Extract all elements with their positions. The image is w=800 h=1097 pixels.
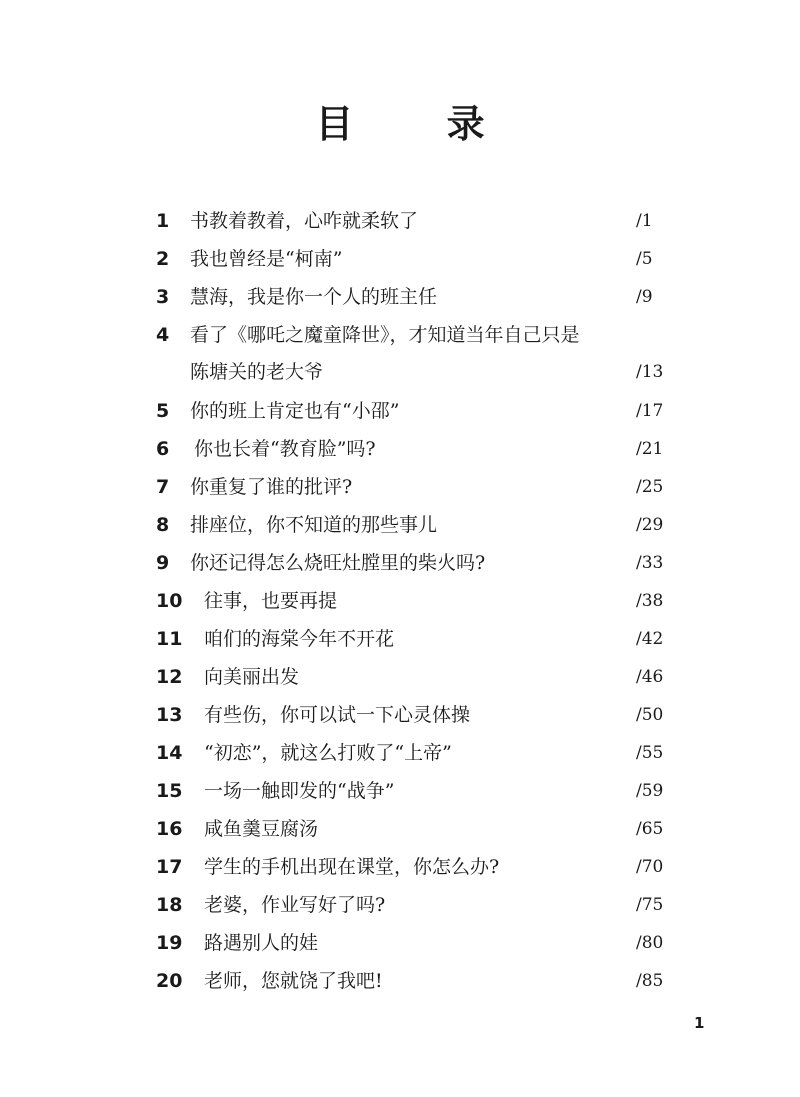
entry-title: 书教着教着，心咋就柔软了: [190, 210, 419, 232]
entry-number: 8: [156, 514, 170, 536]
entry-title: “初恋”，就这么打败了“上帝”: [204, 742, 452, 764]
toc-entry: [0, 205, 800, 237]
toc-entry: [0, 585, 800, 617]
entry-page: /42: [636, 629, 664, 649]
entry-number: 3: [156, 286, 170, 308]
entry-page: /55: [636, 743, 664, 763]
entry-number: 2: [156, 248, 170, 270]
entry-number: 17: [156, 856, 183, 878]
entry-page: /38: [636, 591, 664, 611]
entry-number: 14: [156, 742, 183, 764]
entry-number: 13: [156, 704, 183, 726]
entry-page: /46: [636, 667, 664, 687]
entry-title: 路遇别人的娃: [204, 932, 319, 954]
toc-entry: [0, 471, 800, 503]
entry-page: /65: [636, 819, 664, 839]
entry-page: /29: [636, 515, 664, 535]
toc-entry: [0, 509, 800, 541]
entry-title: 你还记得怎么烧旺灶膛里的柴火吗?: [190, 552, 486, 574]
entry-title: 一场一触即发的“战争”: [204, 780, 395, 802]
toc-entry: [0, 661, 800, 693]
entry-number: 15: [156, 780, 183, 802]
toc-entry: [0, 547, 800, 579]
entry-title: 老婆，作业写好了吗?: [204, 894, 386, 916]
page-number: 1: [694, 1014, 705, 1032]
entry-number: 5: [156, 400, 170, 422]
toc-entry: [0, 433, 800, 465]
entry-number: 16: [156, 818, 183, 840]
toc-entry: [0, 699, 800, 731]
toc-entry: [0, 813, 800, 845]
entry-page: /70: [636, 857, 664, 877]
entry-title: 你的班上肯定也有“小邵”: [190, 400, 400, 422]
entry-page: /13: [636, 362, 664, 382]
entry-number: 7: [156, 476, 170, 498]
toc-entry: [0, 775, 800, 807]
toc-entry: [0, 395, 800, 427]
entry-number: 11: [156, 628, 183, 650]
entry-number: 6: [156, 438, 170, 460]
entry-page: /25: [636, 477, 664, 497]
entry-title: 慧海，我是你一个人的班主任: [190, 286, 438, 308]
toc-entry: [0, 927, 800, 959]
entry-page: /50: [636, 705, 664, 725]
entry-page: /17: [636, 401, 664, 421]
entry-page: /85: [636, 971, 664, 991]
toc-entry: [0, 737, 800, 769]
entry-title: 排座位，你不知道的那些事儿: [190, 514, 438, 536]
entry-page: /1: [636, 211, 653, 231]
toc-entry: [0, 851, 800, 883]
entry-page: /59: [636, 781, 664, 801]
entry-number: 9: [156, 552, 170, 574]
entry-title: 咸鱼羹豆腐汤: [204, 818, 319, 840]
entry-title: 有些伤，你可以试一下心灵体操: [204, 704, 471, 726]
entry-page: /33: [636, 553, 664, 573]
entry-number: 20: [156, 970, 183, 992]
entry-title-continued: 陈塘关的老大爷: [190, 361, 324, 383]
entry-title: 往事，也要再提: [204, 590, 338, 612]
entry-title: 你也长着“教育脸”吗?: [194, 438, 376, 460]
toc-entry: [0, 623, 800, 655]
entry-page: /21: [636, 439, 664, 459]
entry-title: 看了《哪吒之魔童降世》，才知道当年自己只是: [190, 324, 580, 346]
entry-title: 向美丽出发: [204, 666, 300, 688]
entry-number: 18: [156, 894, 183, 916]
page-title: 目 录: [315, 102, 525, 146]
toc-entry: [0, 281, 800, 313]
entry-title: 你重复了谁的批评?: [190, 476, 353, 498]
entry-title: 咱们的海棠今年不开花: [204, 628, 395, 650]
entry-title: 老师，您就饶了我吧!: [204, 970, 383, 992]
entry-page: /5: [636, 249, 653, 269]
entry-title: 我也曾经是“柯南”: [190, 248, 343, 270]
entry-number: 19: [156, 932, 183, 954]
entry-number: 4: [156, 324, 170, 346]
entry-number: 12: [156, 666, 183, 688]
toc-entry: [0, 965, 800, 997]
entry-page: /75: [636, 895, 664, 915]
entry-title: 学生的手机出现在课堂，你怎么办?: [204, 856, 500, 878]
entry-number: 10: [156, 590, 183, 612]
toc-entry-continuation: [0, 356, 800, 388]
toc-entry: [0, 889, 800, 921]
entry-page: /9: [636, 287, 653, 307]
entry-number: 1: [156, 210, 170, 232]
entry-page: /80: [636, 933, 664, 953]
toc-entry: [0, 319, 800, 351]
toc-entry: [0, 243, 800, 275]
